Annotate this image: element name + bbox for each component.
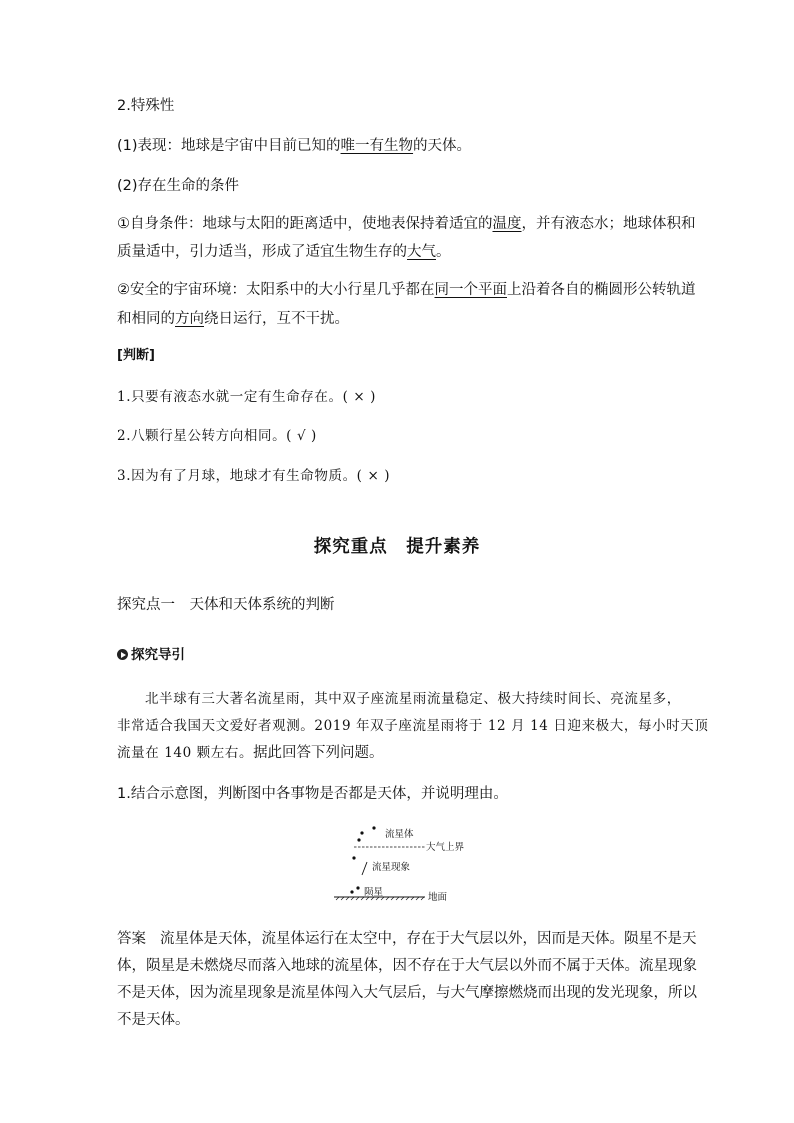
- label-ground: 地面: [428, 892, 448, 903]
- meteor-streak: [362, 862, 367, 875]
- question-1: 1.结合示意图，判断图中各事物是否都是天体，并说明理由。: [117, 786, 508, 802]
- text-segment: 质量适中，引力适当，形成了适宜生物生存的: [117, 244, 407, 260]
- intro-line-2: 非常适合我国天文爱好者观测。2019 年双子座流星雨将于 12 月 14 日迎来极大，每小时天顶: [117, 718, 709, 734]
- key-term-plane: 同一个平面: [434, 282, 507, 298]
- text-segment: 上沿着各自的椭圆形公转轨道: [507, 282, 696, 298]
- text-segment: 。: [436, 244, 451, 260]
- label-upper-boundary: 大气上界: [426, 842, 465, 853]
- meteoroid-dot: [360, 831, 363, 834]
- answer-label: 答案: [117, 931, 146, 947]
- text-segment: ②安全的宇宙环境：太阳系中的大小行星几乎都在: [117, 282, 435, 298]
- answer-line-2: 体，陨星是未燃烧尽而落入地球的流星体，因不存在于大气层以外而不属于天体。流星现象: [117, 958, 697, 974]
- judge-question-1: 1.只要有液态水就一定有生命存在。( × ): [117, 389, 377, 405]
- key-term-direction: 方向: [175, 311, 204, 327]
- section-title: 2.特殊性: [117, 98, 175, 114]
- meteoroid-dot: [372, 826, 375, 829]
- text-segment: 和相同的: [117, 311, 175, 327]
- conditions-heading: (2)存在生命的条件: [117, 178, 240, 194]
- safe-environment-line-2: [117, 309, 349, 329]
- meteor-dot: [352, 856, 355, 859]
- judge-question-2: 2.八颗行星公转方向相同。( √ ): [117, 428, 317, 444]
- label-meteorite: 陨星: [364, 887, 384, 898]
- play-icon: [117, 649, 128, 660]
- label-meteor-phenomenon: 流星现象: [372, 862, 411, 873]
- text-segment: ，并有液态水；地球体积和: [521, 216, 696, 232]
- safe-environment-line-1: [117, 280, 696, 300]
- explore-point-title: 探究点一 天体和天体系统的判断: [117, 597, 335, 613]
- answer-text: 流星体是天体，流星体运行在太空中，存在于大气层以外，因而是天体。陨星不是天: [160, 931, 697, 947]
- intro-prompt: 据此回答下列问题。: [253, 745, 384, 761]
- self-condition-line-1: [117, 214, 696, 234]
- meteoroid-dot: [357, 838, 360, 841]
- key-term-atmosphere: 大气: [407, 244, 436, 260]
- answer-line-1: [117, 929, 697, 949]
- text-segment: 绕日运行，互不干扰。: [204, 311, 349, 327]
- performance-line: [117, 136, 471, 156]
- meteor-diagram: [330, 820, 470, 906]
- judge-question-3: 3.因为有了月球，地球才有生命物质。( × ): [117, 468, 391, 484]
- performance-key-term: 唯一有生物: [340, 138, 414, 154]
- intro-text: 流量在 140 颗左右。: [117, 745, 254, 761]
- key-term-temperature: 温度: [492, 216, 522, 232]
- text-segment: ①自身条件：地球与太阳的距离适中，使地表保持着适宜的: [117, 216, 493, 232]
- guide-title: [117, 645, 185, 665]
- guide-label: 探究导引: [131, 647, 185, 663]
- intro-line-1: 北半球有三大著名流星雨，其中双子座流星雨流量稳定、极大持续时间长、亮流星多，: [145, 691, 681, 707]
- judge-label: [判断]: [117, 348, 155, 363]
- label-meteoroid: 流星体: [385, 829, 414, 840]
- answer-line-4: 不是天体。: [117, 1012, 190, 1028]
- self-condition-line-2: [117, 242, 451, 262]
- meteorite-dot: [350, 890, 353, 893]
- performance-suffix: 的天体。: [413, 138, 472, 154]
- section-heading: 探究重点 提升素养: [313, 537, 481, 557]
- answer-line-3: 不是天体，因为流星现象是流星体闯入大气层后，与大气摩擦燃烧而出现的发光现象，所以: [117, 985, 697, 1001]
- intro-line-3: [117, 743, 384, 763]
- meteorite-dot: [356, 886, 359, 889]
- performance-text: (1)表现：地球是宇宙中目前已知的: [117, 138, 341, 154]
